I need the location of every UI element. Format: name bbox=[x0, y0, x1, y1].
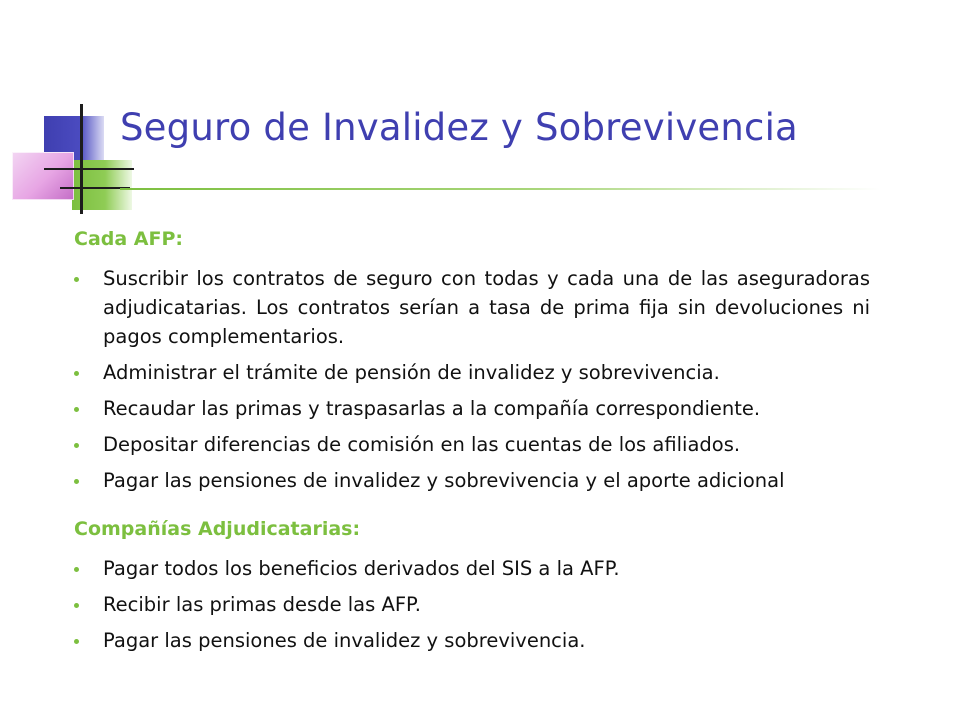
bullet-item bbox=[74, 626, 870, 655]
bullet-item bbox=[74, 590, 870, 619]
bullet-item bbox=[74, 554, 870, 583]
vertical-line-decoration bbox=[80, 104, 83, 214]
bullet-text: Suscribir los contratos de seguro con todas y cada una de las aseguradoras adjudicatarias. Los contratos serían a tasa de prima fija sin devoluciones ni pagos complementarios. bbox=[103, 267, 870, 348]
bullet-item bbox=[74, 466, 870, 495]
bullet-list bbox=[74, 554, 870, 655]
bullet-list bbox=[74, 264, 870, 495]
bullet-dot-icon bbox=[74, 371, 79, 376]
bullet-dot-icon bbox=[74, 567, 79, 572]
bullet-dot-icon bbox=[74, 603, 79, 608]
bullet-item bbox=[74, 430, 870, 459]
bullet-text: Recaudar las primas y traspasarlas a la compañía correspondiente. bbox=[103, 397, 761, 420]
bullet-text: Recibir las primas desde las AFP. bbox=[103, 593, 421, 616]
title-underline bbox=[120, 188, 880, 190]
bullet-dot-icon bbox=[74, 407, 79, 412]
pink-square-decoration bbox=[12, 152, 74, 200]
section-heading: Cada AFP: bbox=[74, 228, 184, 250]
slide-body bbox=[74, 228, 870, 662]
bullet-item bbox=[74, 358, 870, 387]
bullet-item bbox=[74, 264, 870, 351]
slide-title: Seguro de Invalidez y Sobrevivencia bbox=[120, 106, 798, 149]
bullet-dot-icon bbox=[74, 639, 79, 644]
bullet-dot-icon bbox=[74, 443, 79, 448]
section-spacer bbox=[74, 502, 870, 518]
bullet-dot-icon bbox=[74, 277, 79, 282]
decorative-logo-block bbox=[0, 0, 140, 230]
horizontal-line-decoration bbox=[44, 168, 134, 170]
bullet-text: Administrar el trámite de pensión de invalidez y sobrevivencia. bbox=[103, 361, 720, 384]
bullet-item bbox=[74, 394, 870, 423]
bullet-text: Pagar todos los beneficios derivados del SIS a la AFP. bbox=[103, 557, 620, 580]
section-heading: Compañías Adjudicatarias: bbox=[74, 518, 361, 540]
section-companias-adjudicatarias bbox=[74, 518, 870, 655]
bullet-text: Pagar las pensiones de invalidez y sobrevivencia y el aporte adicional bbox=[103, 469, 785, 492]
bullet-text: Pagar las pensiones de invalidez y sobrevivencia. bbox=[103, 629, 586, 652]
bullet-text: Depositar diferencias de comisión en las cuentas de los afiliados. bbox=[103, 433, 741, 456]
section-cada-afp bbox=[74, 228, 870, 495]
bullet-dot-icon bbox=[74, 479, 79, 484]
